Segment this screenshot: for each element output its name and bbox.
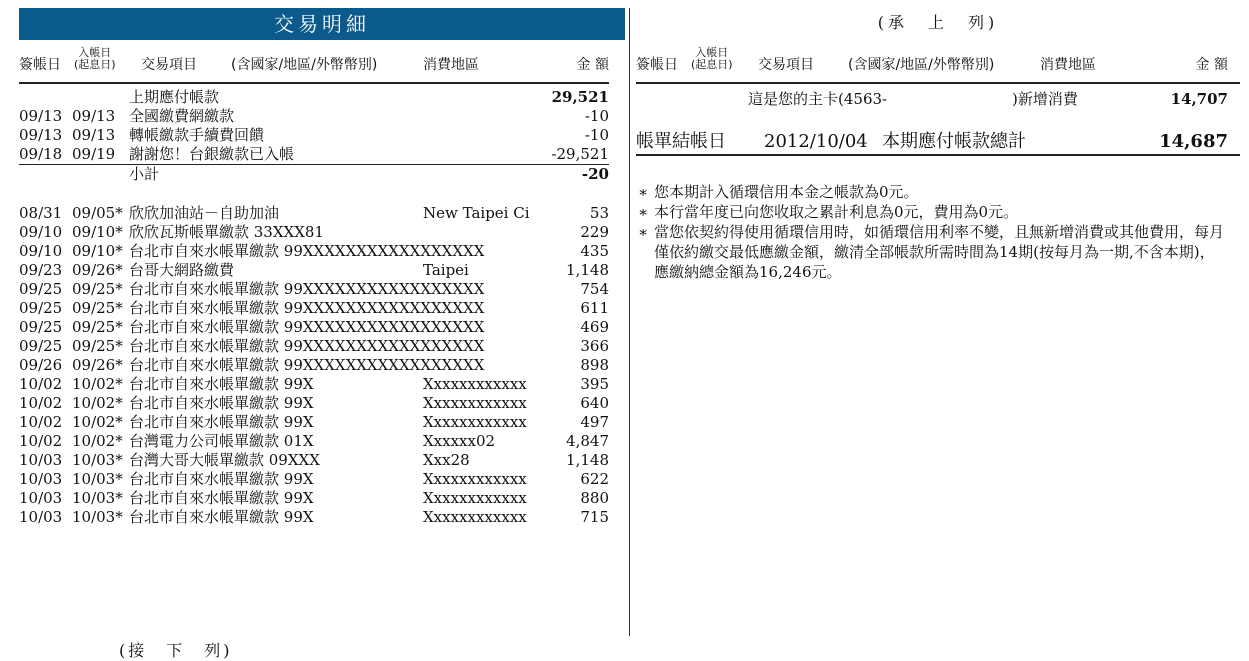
continued-below-note: (接 下 列) xyxy=(119,641,233,660)
header-start-date xyxy=(691,47,733,71)
amount: 29,521 xyxy=(551,88,609,106)
amount: 469 xyxy=(580,318,609,336)
transaction-item: 台灣電力公司帳單繳款 01X xyxy=(129,432,314,450)
row-spacer xyxy=(19,184,609,204)
card-new-spending-row xyxy=(636,88,1240,110)
header-region: 消費地區 xyxy=(1040,57,1096,73)
header-item-note: (含國家/地區/外幣幣別) xyxy=(231,57,378,73)
start-date: 09/05* xyxy=(72,204,123,222)
closing-date: 2012/10/04 xyxy=(764,131,868,152)
header-start-date xyxy=(74,47,116,71)
amount: 497 xyxy=(580,413,609,431)
spend-region: Xxxxxxxxxxxx xyxy=(423,375,527,393)
table-row xyxy=(19,204,609,223)
transaction-item: 小計 xyxy=(129,165,160,183)
spend-region: Xxx28 xyxy=(423,451,470,469)
post-date: 10/02 xyxy=(19,413,63,431)
header-item-note: (含國家/地區/外幣幣別) xyxy=(848,57,995,73)
table-row xyxy=(19,242,609,261)
table-row xyxy=(19,337,609,356)
table-row xyxy=(19,375,609,394)
transaction-list xyxy=(19,88,609,527)
header-amount: 金 額 xyxy=(576,57,609,73)
table-row xyxy=(19,451,609,470)
transaction-item: 轉帳繳款手續費回饋 xyxy=(129,126,265,144)
table-row xyxy=(19,508,609,527)
spend-region: Xxxxxxxxxxxx xyxy=(423,470,527,488)
amount: 1,148 xyxy=(566,261,609,279)
start-date: 09/26* xyxy=(72,356,123,374)
header-start-date-line2: (起息日) xyxy=(691,58,733,71)
card-row-amount: 14,707 xyxy=(1170,90,1228,108)
table-row xyxy=(19,470,609,489)
transaction-item: 台北市自來水帳單繳款 99X xyxy=(129,413,314,431)
start-date: 09/10* xyxy=(72,223,123,241)
start-date: 10/02* xyxy=(72,375,123,393)
post-date: 09/13 xyxy=(19,126,63,144)
column-header xyxy=(19,46,609,82)
transaction-item: 台北市自來水帳單繳款 99X xyxy=(129,470,314,488)
amount: -10 xyxy=(584,107,609,125)
amount: 898 xyxy=(580,356,609,374)
header-region: 消費地區 xyxy=(423,57,479,73)
header-rule xyxy=(19,82,609,84)
header-amount: 金 額 xyxy=(1195,57,1228,73)
note-item xyxy=(638,222,1228,282)
header-start-date-line2: (起息日) xyxy=(74,58,116,71)
header-start-date-line1: 入帳日 xyxy=(78,46,112,59)
amount: -29,521 xyxy=(551,145,609,163)
transaction-item: 台北市自來水帳單繳款 99X xyxy=(129,394,314,412)
start-date: 09/13 xyxy=(72,107,116,125)
column-header xyxy=(636,46,1228,82)
card-row-text: 這是您的主卡(4563- xyxy=(748,90,888,108)
amount: 366 xyxy=(580,337,609,355)
post-date: 09/10 xyxy=(19,242,63,260)
start-date: 09/25* xyxy=(72,318,123,336)
header-item: 交易項目 xyxy=(141,57,197,73)
amount: -20 xyxy=(581,165,609,183)
table-row xyxy=(19,413,609,432)
note-text: 您本期計入循環信用本金之帳款為0元。 xyxy=(654,183,919,201)
post-date: 09/25 xyxy=(19,337,63,355)
post-date: 09/25 xyxy=(19,318,63,336)
post-date: 09/25 xyxy=(19,299,63,317)
spend-region: Xxxxxxxxxxxx xyxy=(423,394,527,412)
note-item xyxy=(638,182,1228,202)
post-date: 10/03 xyxy=(19,470,63,488)
start-date: 10/03* xyxy=(72,508,123,526)
transaction-item: 欣欣瓦斯帳單繳款 33XXX81 xyxy=(129,223,324,241)
transaction-item: 謝謝您！台銀繳款已入帳 xyxy=(129,145,295,163)
asterisk-icon: ∗ xyxy=(638,223,649,241)
post-date: 10/03 xyxy=(19,508,63,526)
start-date: 10/02* xyxy=(72,394,123,412)
transaction-item: 台灣大哥大帳單繳款 09XXX xyxy=(129,451,320,469)
post-date: 10/02 xyxy=(19,432,63,450)
header-rule xyxy=(636,82,1240,84)
transaction-item: 欣欣加油站－自助加油 xyxy=(129,204,280,222)
panel-divider xyxy=(629,8,630,636)
header-item: 交易項目 xyxy=(758,57,814,73)
header-start-date-line1: 入帳日 xyxy=(695,46,729,59)
post-date: 10/02 xyxy=(19,375,63,393)
post-date: 10/03 xyxy=(19,489,63,507)
table-row xyxy=(19,145,609,165)
start-date: 09/25* xyxy=(72,337,123,355)
transaction-item: 台北市自來水帳單繳款 99XXXXXXXXXXXXXXXXX xyxy=(129,356,485,374)
table-row xyxy=(19,356,609,375)
amount: -10 xyxy=(584,126,609,144)
amount: 53 xyxy=(589,204,609,222)
post-date: 09/25 xyxy=(19,280,63,298)
post-date: 09/23 xyxy=(19,261,63,279)
transaction-item: 全國繳費網繳款 xyxy=(129,107,235,125)
spend-region: New Taipei Ci xyxy=(423,204,530,222)
table-row xyxy=(19,489,609,508)
amount: 611 xyxy=(580,299,609,317)
amount: 4,847 xyxy=(566,432,609,450)
transaction-item: 台北市自來水帳單繳款 99XXXXXXXXXXXXXXXXX xyxy=(129,242,485,260)
post-date: 09/26 xyxy=(19,356,63,374)
table-row xyxy=(19,261,609,280)
statement-total-row xyxy=(636,130,1240,156)
asterisk-icon: ∗ xyxy=(638,203,649,221)
start-date: 09/26* xyxy=(72,261,123,279)
header-post-date: 簽帳日 xyxy=(636,57,678,73)
asterisk-icon: ∗ xyxy=(638,183,649,201)
header-post-date: 簽帳日 xyxy=(19,57,61,73)
amount: 229 xyxy=(580,223,609,241)
table-row xyxy=(19,432,609,451)
post-date: 10/03 xyxy=(19,451,63,469)
start-date: 10/03* xyxy=(72,470,123,488)
spend-region: Taipei xyxy=(423,261,469,279)
transaction-item: 台北市自來水帳單繳款 99X xyxy=(129,375,314,393)
amount: 1,148 xyxy=(566,451,609,469)
note-text: 本行當年度已向您收取之累計利息為0元，費用為0元。 xyxy=(654,203,1019,221)
transaction-item: 上期應付帳款 xyxy=(129,88,220,106)
transaction-item: 台北市自來水帳單繳款 99XXXXXXXXXXXXXXXXX xyxy=(129,280,485,298)
amount: 622 xyxy=(580,470,609,488)
card-row-suffix: )新增消費 xyxy=(1012,90,1078,108)
statement-notes xyxy=(638,182,1228,282)
panel-title: 交易明細 xyxy=(19,8,625,40)
start-date: 10/03* xyxy=(72,489,123,507)
start-date: 09/25* xyxy=(72,299,123,317)
note-item xyxy=(638,202,1228,222)
transaction-item: 台北市自來水帳單繳款 99XXXXXXXXXXXXXXXXX xyxy=(129,337,485,355)
transaction-item: 台北市自來水帳單繳款 99X xyxy=(129,489,314,507)
post-date: 09/13 xyxy=(19,107,63,125)
total-due-amount: 14,687 xyxy=(1159,131,1228,152)
table-row xyxy=(19,299,609,318)
amount: 640 xyxy=(580,394,609,412)
spend-region: Xxxxxxxxxxxx xyxy=(423,413,527,431)
table-row xyxy=(19,280,609,299)
post-date: 09/18 xyxy=(19,145,63,163)
closing-date-label: 帳單結帳日 xyxy=(636,131,726,152)
table-row xyxy=(19,107,609,126)
spend-region: Xxxxxxxxxxxx xyxy=(423,508,527,526)
amount: 435 xyxy=(580,242,609,260)
amount: 880 xyxy=(580,489,609,507)
spend-region: Xxxxxx02 xyxy=(423,432,496,450)
total-due-label: 本期應付帳款總計 xyxy=(882,131,1026,152)
start-date: 10/03* xyxy=(72,451,123,469)
post-date: 09/10 xyxy=(19,223,63,241)
start-date: 09/19 xyxy=(72,145,116,163)
start-date: 09/25* xyxy=(72,280,123,298)
amount: 395 xyxy=(580,375,609,393)
start-date: 09/13 xyxy=(72,126,116,144)
table-row xyxy=(19,165,609,184)
transaction-item: 台北市自來水帳單繳款 99XXXXXXXXXXXXXXXXX xyxy=(129,318,485,336)
start-date: 10/02* xyxy=(72,413,123,431)
transaction-item: 台北市自來水帳單繳款 99XXXXXXXXXXXXXXXXX xyxy=(129,299,485,317)
amount: 715 xyxy=(580,508,609,526)
table-row xyxy=(19,223,609,242)
post-date: 10/02 xyxy=(19,394,63,412)
start-date: 10/02* xyxy=(72,432,123,450)
start-date: 09/10* xyxy=(72,242,123,260)
table-row xyxy=(19,126,609,145)
post-date: 08/31 xyxy=(19,204,63,222)
spend-region: Xxxxxxxxxxxx xyxy=(423,489,527,507)
table-row xyxy=(19,318,609,337)
table-row xyxy=(19,88,609,107)
amount: 754 xyxy=(580,280,609,298)
table-row xyxy=(19,394,609,413)
note-text: 當您依契約得使用循環信用時，如循環信用利率不變，且無新增消費或其他費用，每月僅依約繳交最低應繳金額，繳清全部帳款所需時間為14期(按每月為一期,不含本期)，應繳納總金額為16,246元。 xyxy=(654,223,1225,281)
transaction-item: 台哥大網路繳費 xyxy=(129,261,235,279)
transaction-item: 台北市自來水帳單繳款 99X xyxy=(129,508,314,526)
card-summary xyxy=(636,88,1240,110)
continued-from-note: (承 上 列) xyxy=(877,13,999,32)
